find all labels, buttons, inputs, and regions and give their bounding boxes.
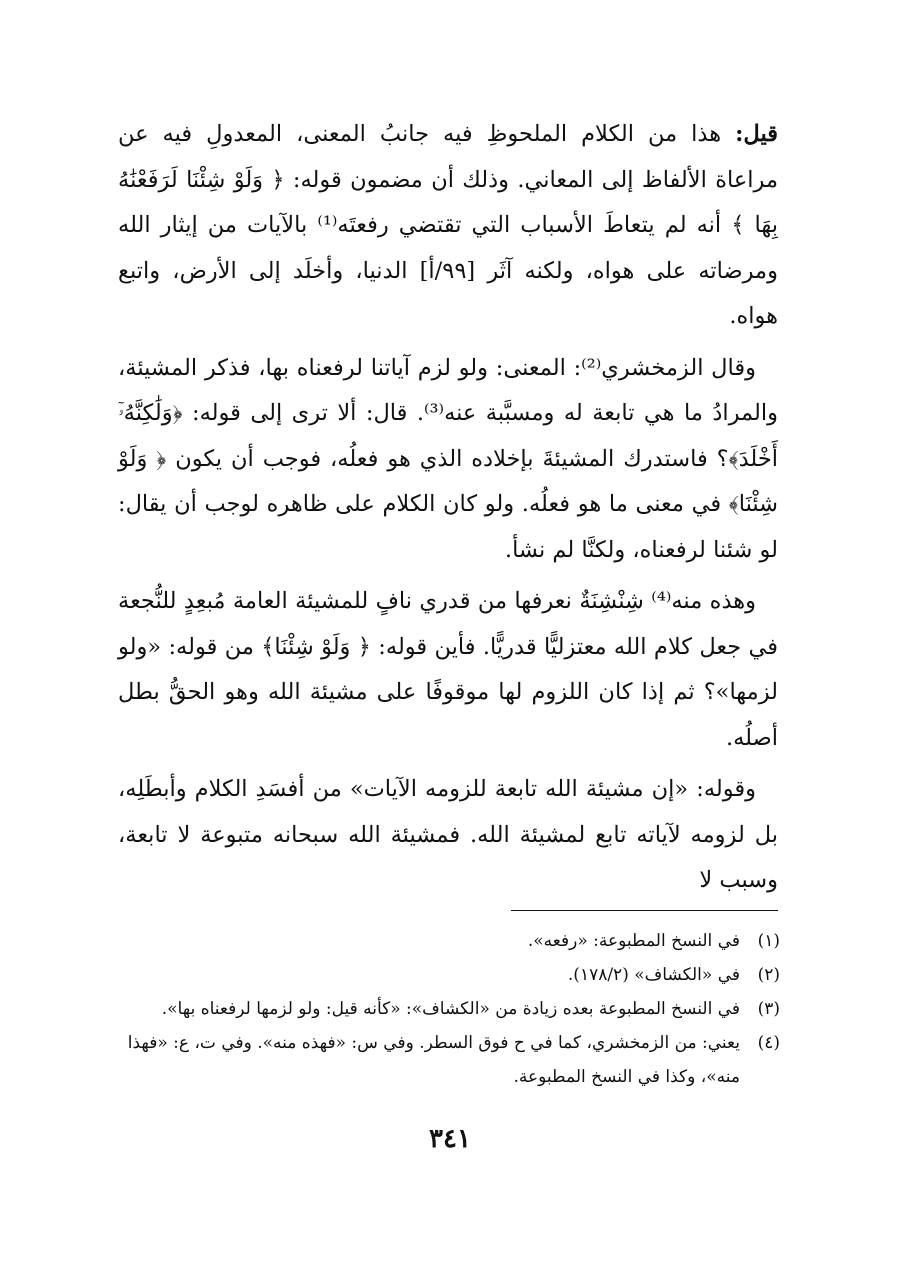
paragraph-3: [118, 579, 778, 761]
paragraph-text: وقوله: «إن مشيئة الله تابعة للزومه الآيات» من أفسَدِ الكلام وأبطَلِه، بل لزومه لآياته تابع لمشيئة الله. فمشيئة الله سبحانه متبوعة لا تابعة، وسبب لا: [118, 776, 778, 893]
paragraph-lead: قيل:: [735, 121, 778, 147]
footnote-4: [118, 1026, 780, 1094]
paragraph-text: هذا من الكلام الملحوظِ فيه جانبُ المعنى، المعدولِ فيه عن مراعاة الألفاظ إلى المعاني. وذلك أن مضمون قوله: ﴿ وَلَوْ شِئْنَا لَرَفَعْنَٰهُ بِهَا ﴾ أنه لم يتعاطَ الأسباب التي تقتضي رفعتَه⁽¹⁾ بالآيات من إيثار الله ومرضاته على هواه، ولكنه آثَر [٩٩/أ] الدنيا، وأخلَد إلى الأرض، واتبع هواه.: [118, 121, 778, 329]
main-text: [118, 112, 778, 910]
footnote-2: [118, 958, 780, 992]
footnote-text: في «الكشاف» (١٧٨/٢).: [567, 965, 740, 985]
footnote-number: (١): [757, 931, 780, 951]
footnote-separator: [511, 910, 778, 911]
paragraph-1: [118, 112, 778, 340]
footnote-text: في النسخ المطبوعة بعده زيادة من «الكشاف»: «كأنه قيل: ولو لزمها لرفعناه بها».: [161, 999, 740, 1019]
footnote-text: يعني: من الزمخشري، كما في ح فوق السطر. وفي س: «فهذه منه». وفي ت، ع: «فهذا منه»، وكذا في النسخ المطبوعة.: [127, 1033, 740, 1087]
footnote-text: في النسخ المطبوعة: «رفعه».: [527, 931, 740, 951]
paragraph-2: [118, 346, 778, 574]
footnote-number: (٢): [757, 965, 780, 985]
footnote-number: (٣): [757, 999, 780, 1019]
page-number: ٣٤١: [429, 1124, 471, 1154]
footnote-number: (٤): [757, 1033, 780, 1053]
footnote-1: [118, 924, 780, 958]
paragraph-4: [118, 767, 778, 904]
footnote-3: [118, 992, 780, 1026]
paragraph-text: وهذه منه⁽⁴⁾ شِنْشِنَةٌ نعرفها من قدري نافٍ للمشيئة العامة مُبعِدٍ للنُّجعة في جعل كلام الله معتزليًّا قدريًّا. فأين قوله: ﴿ وَلَوْ شِئْنَا﴾ من قوله: «ولو لزمها»؟ ثم إذا كان اللزوم لها موقوفًا على مشيئة الله وهو الحقُّ بطل أصلُه.: [118, 588, 778, 751]
footnotes: [118, 924, 780, 1094]
paragraph-text: وقال الزمخشري⁽²⁾: المعنى: ولو لزم آياتنا لرفعناه بها، فذكر المشيئة، والمرادُ ما هي تابعة له ومسبَّبة عنه⁽³⁾. قال: ألا ترى إلى قوله: ﴿وَلَٰكِنَّهُۥٓ أَخْلَدَ﴾؟ فاستدرك المشيئةَ بإخلاده الذي هو فعلُه، فوجب أن يكون ﴿ وَلَوْ شِئْنَا﴾ في معنى ما هو فعلُه. ولو كان الكلام على ظاهره لوجب أن يقال: لو شئنا لرفعناه، ولكنَّا لم نشأ.: [118, 354, 778, 563]
